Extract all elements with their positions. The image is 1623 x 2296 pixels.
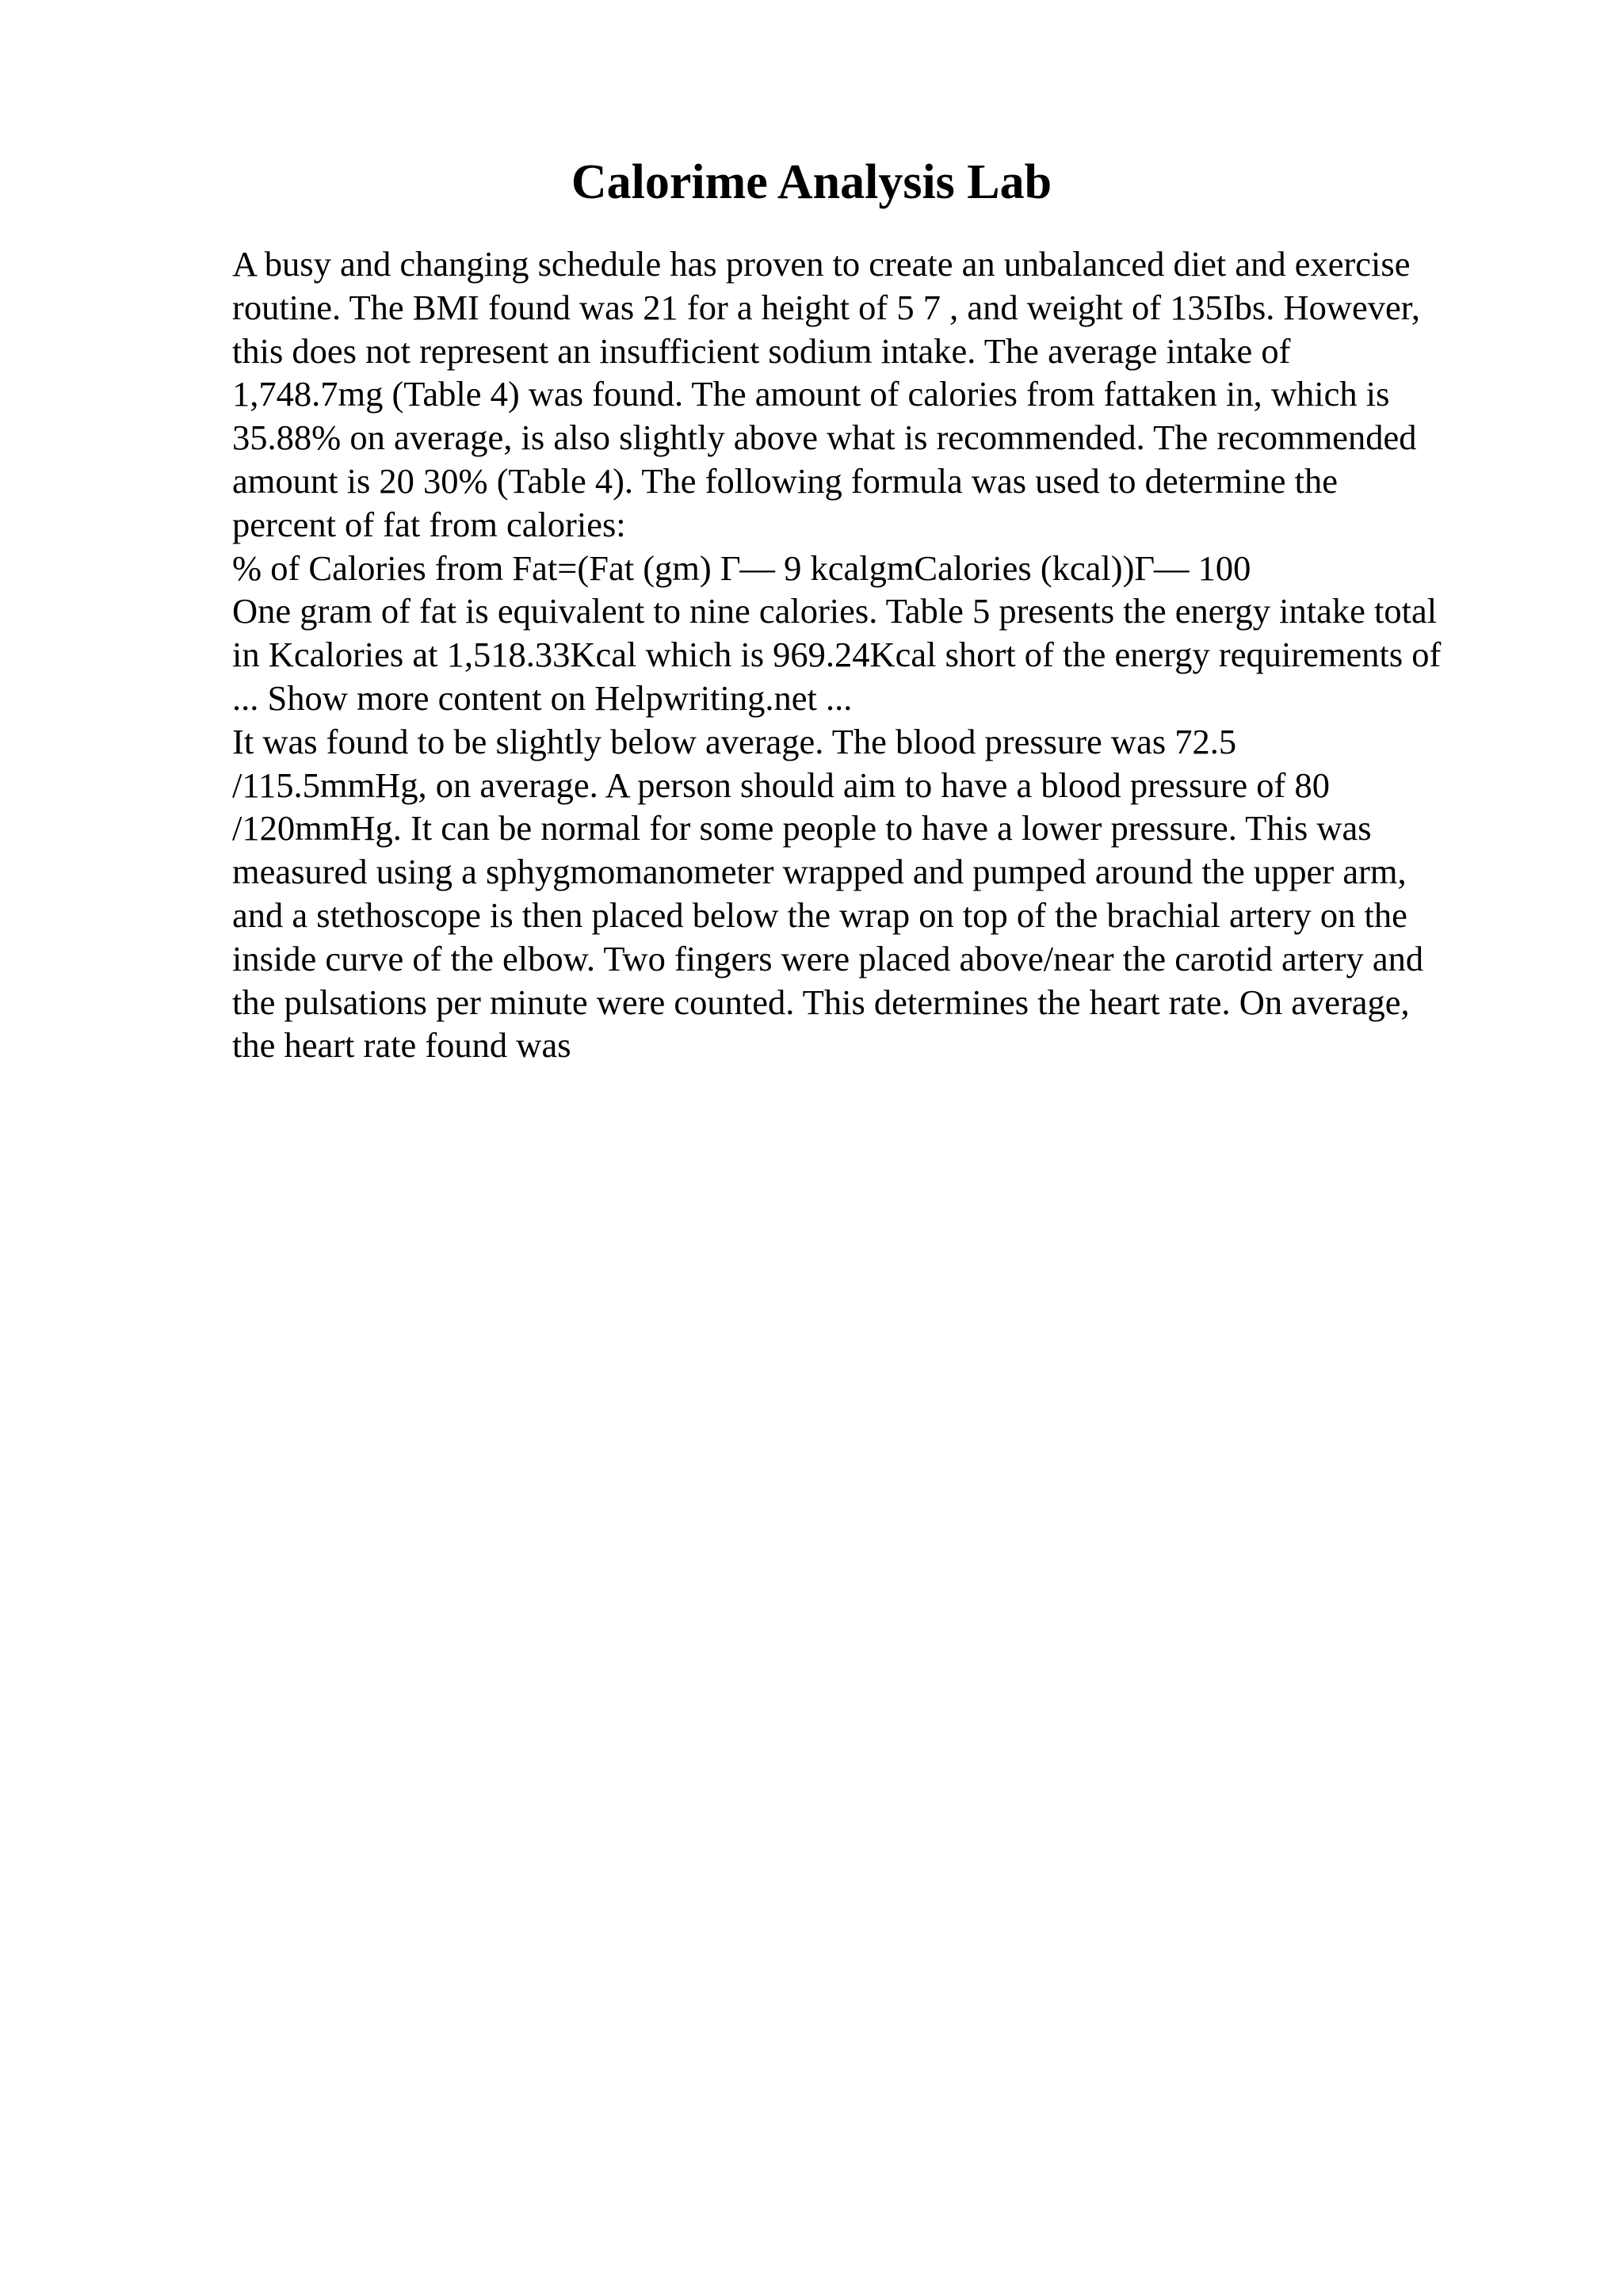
- body-line: /115.5mmHg, on average. A person should aim to have a blood pressure of 80: [232, 765, 1330, 805]
- body-line: the heart rate found was: [232, 1025, 571, 1066]
- formula-line: % of Calories from Fat=(Fat (gm) Г— 9 kcalgmCalories (kcal))Г— 100: [232, 547, 1251, 588]
- body-line: amount is 20 30% (Table 4). The following formula was used to determine the: [232, 460, 1338, 501]
- body-line: A busy and changing schedule has proven to create an unbalanced diet and exercise: [232, 244, 1411, 284]
- body-line: in Kcalories at 1,518.33Kcal which is 969.24Kcal short of the energy requirements of: [232, 635, 1442, 675]
- body-line: measured using a sphygmomanometer wrapped and pumped around the upper arm,: [232, 852, 1407, 892]
- body-line: inside curve of the elbow. Two fingers were placed above/near the carotid artery and: [232, 938, 1424, 978]
- body-line: /120mmHg. It can be normal for some people to have a lower pressure. This was: [232, 808, 1372, 849]
- body-line: 35.88% on average, is also slightly above what is recommended. The recommended: [232, 418, 1417, 458]
- body-line: percent of fat from calories:: [232, 504, 626, 544]
- body-line: the pulsations per minute were counted. This determines the heart rate. On average,: [232, 982, 1410, 1022]
- body-line: One gram of fat is equivalent to nine calories. Table 5 presents the energy intake total: [232, 591, 1438, 631]
- body-line: and a stethoscope is then placed below the wrap on top of the brachial artery on the: [232, 894, 1407, 935]
- document-title: Calorime Analysis Lab: [571, 155, 1052, 209]
- body-line: It was found to be slightly below average. The blood pressure was 72.5: [232, 721, 1237, 761]
- show-more-link[interactable]: ... Show more content on Helpwriting.net ...: [232, 677, 853, 718]
- body-line: routine. The BMI found was 21 for a height of 5 7 , and weight of 135Ibs. However,: [232, 287, 1420, 327]
- body-line: 1,748.7mg (Table 4) was found. The amount of calories from fattaken in, which is: [232, 374, 1390, 414]
- body-line: this does not represent an insufficient sodium intake. The average intake of: [232, 330, 1291, 371]
- document-body: [232, 242, 1516, 1067]
